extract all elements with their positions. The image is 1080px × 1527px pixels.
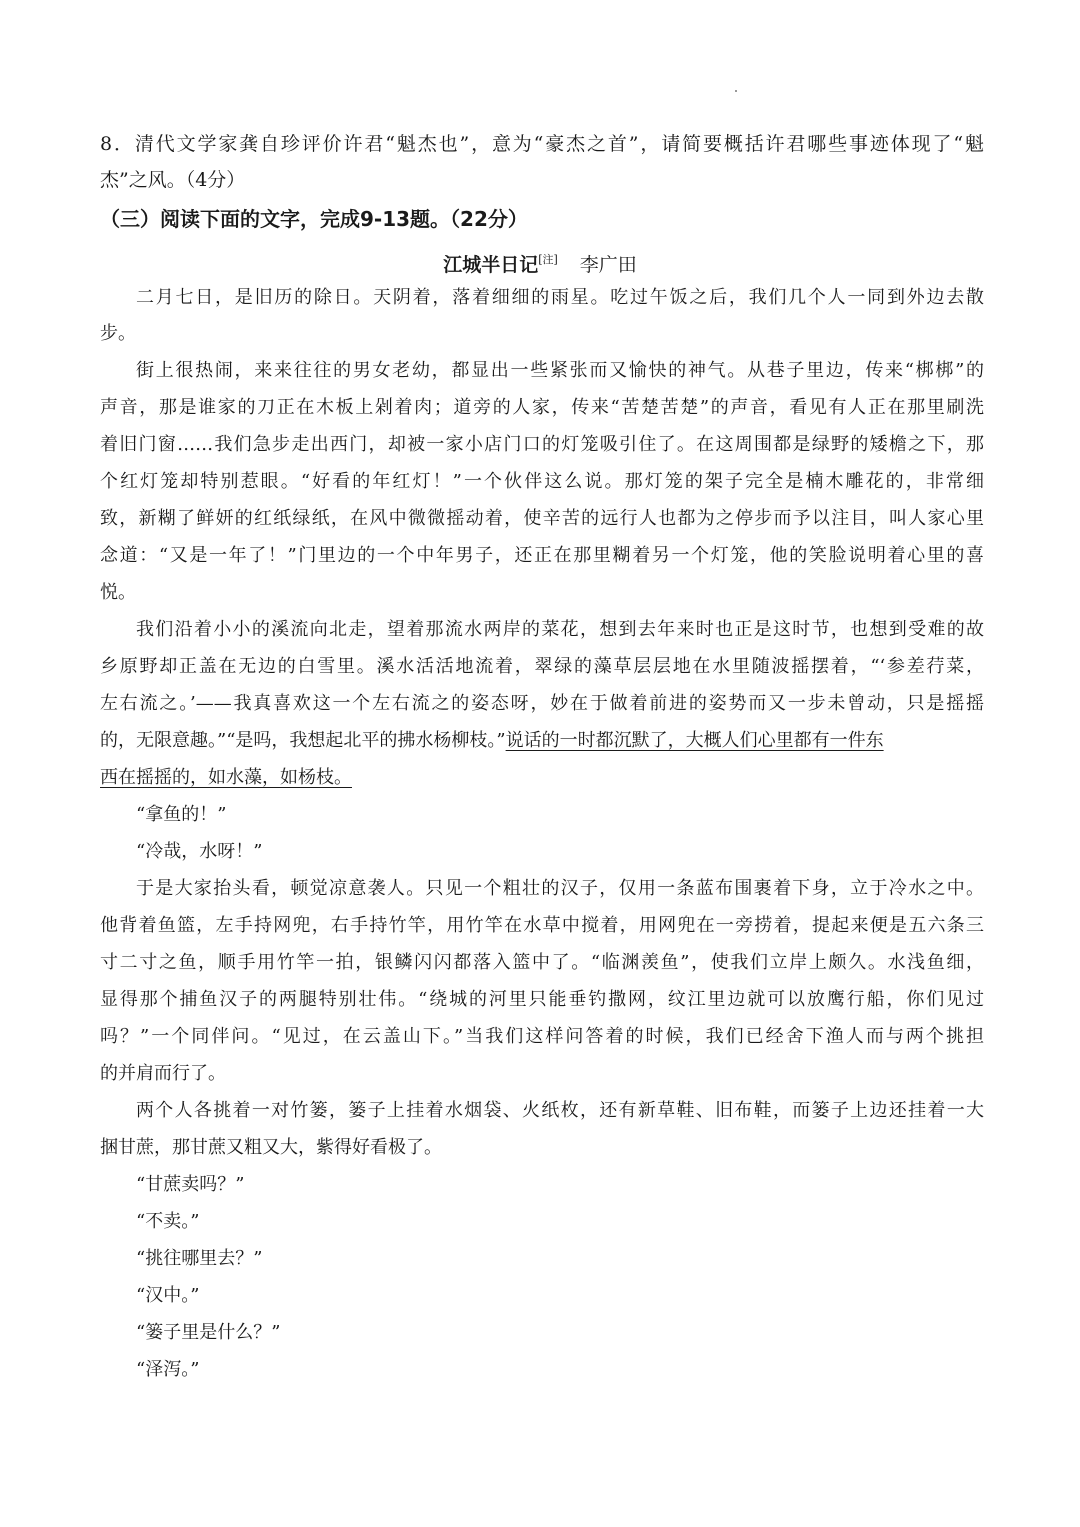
- passage-title-line: [0, 247, 1080, 278]
- paragraph-line: 吗？”一个同伴问。“见过，在云盖山下。”当我们这样问答着的时候，我们已经舍下渔人而与两个挑担: [100, 1026, 984, 1047]
- note-mark: [注]: [538, 253, 558, 266]
- paragraph-line: 声音，那是谁家的刀正在木板上剁着肉；道旁的人家，传来“苦楚苦楚”的声音，看见有人正在那里刷洗: [100, 397, 984, 418]
- paragraph-line: 的并肩而行了。: [100, 1063, 226, 1084]
- paragraph-line: 念道：“又是一年了！”门里边的一个中年男子，还正在那里糊着另一个灯笼，他的笑脸说明着心里的喜: [100, 545, 984, 566]
- dialogue-line: “汉中。”: [136, 1285, 200, 1306]
- underlined-sentence-end: 西在摇摇的，如水藻，如杨枝。: [100, 767, 352, 788]
- dialogue-line: “不卖。”: [136, 1211, 200, 1232]
- passage-title: 江城半日记: [443, 254, 539, 276]
- dialogue-line: “篓子里是什么？”: [136, 1322, 281, 1343]
- paragraph-line: 他背着鱼篮，左手持网兜，右手持竹竿，用竹竿在水草中搅着，用网兜在一旁捞着，提起来便是五六条三: [100, 915, 984, 936]
- underlined-sentence-continued: [100, 766, 984, 790]
- paragraph-line: 致，新糊了鲜妍的红纸绿纸，在风中微微摇动着，使辛苦的远行人也都为之停步而予以注目，叫人家心里: [100, 508, 984, 529]
- paragraph-line: 着旧门窗……我们急步走出西门，却被一家小店门口的灯笼吸引住了。在这周围都是绿野的矮檐之下，那: [100, 434, 984, 455]
- question-8-line-2: 杰”之风。（4分）: [100, 169, 246, 191]
- dialogue-line: “拿鱼的！”: [136, 804, 227, 825]
- paragraph-segment: 的，无限意趣。”“是吗，我想起北平的拂水杨柳枝。”: [100, 730, 506, 751]
- question-8-line-1: 8．清代文学家龚自珍评价许君“魁杰也”，意为“豪杰之首”，请简要概括许君哪些事迹体现了“魁: [100, 133, 984, 155]
- dialogue-line: “挑往哪里去？”: [136, 1248, 263, 1269]
- paragraph-line: 寸二寸之鱼，顺手用竹竿一拍，银鳞闪闪都落入篮中了。“临渊羡鱼”，使我们立岸上颇久。水浅鱼细，: [100, 952, 984, 973]
- paragraph-line: 个红灯笼却特别惹眼。“好看的年红灯！”一个伙伴这么说。那灯笼的架子完全是楠木雕花的，非常细: [100, 471, 984, 492]
- dialogue-line: “甘蔗卖吗？”: [136, 1174, 245, 1195]
- dialogue-line: “冷哉，水呀！”: [136, 841, 263, 862]
- paragraph-line: 我们沿着小小的溪流向北走，望着那流水两岸的菜花，想到去年来时也正是这时节，也想到受难的故: [136, 619, 984, 640]
- paragraph-line: 捆甘蔗，那甘蔗又粗又大，紫得好看极了。: [100, 1137, 442, 1158]
- paragraph-line: 二月七日，是旧历的除日。天阴着，落着细细的雨星。吃过午饭之后，我们几个人一同到外边去散: [136, 287, 984, 308]
- paragraph-line: 步。: [100, 323, 136, 344]
- dialogue-line: “泽泻。”: [136, 1359, 200, 1380]
- paragraph-line: 乡原野却正盖在无边的白雪里。溪水活活地流着，翠绿的藻草层层地在水里随波摇摆着，“‘参差荇菜，: [100, 656, 984, 677]
- paragraph-line: 显得那个捕鱼汉子的两腿特别壮伟。“绕城的河里只能垂钓撒网，纹江里边就可以放鹰行船，你们见过: [100, 989, 984, 1010]
- scan-speck: [735, 90, 737, 92]
- paragraph-line: 左右流之。’——我真喜欢这一个左右流之的姿态呀，妙在于做着前进的姿势而又一步未曾动，只是摇摇: [100, 693, 984, 714]
- paragraph-line: 于是大家抬头看，顿觉凉意袭人。只见一个粗壮的汉子，仅用一条蓝布围裹着下身，立于冷水之中。: [136, 878, 984, 899]
- paragraph-line-mixed: [100, 729, 984, 753]
- underlined-sentence: 说话的一时都沉默了，大概人们心里都有一件东: [505, 730, 884, 751]
- passage-author: 李广田: [579, 254, 637, 276]
- paragraph-line: 两个人各挑着一对竹篓，篓子上挂着水烟袋、火纸枚，还有新草鞋、旧布鞋，而篓子上边还挂着一大: [136, 1100, 984, 1121]
- paragraph-line: 街上很热闹，来来往往的男女老幼，都显出一些紧张而又愉快的神气。从巷子里边，传来“梆梆”的: [136, 360, 984, 381]
- section-heading: （三）阅读下面的文字，完成9-13题。（22分）: [100, 207, 528, 231]
- paragraph-line: 悦。: [100, 582, 136, 603]
